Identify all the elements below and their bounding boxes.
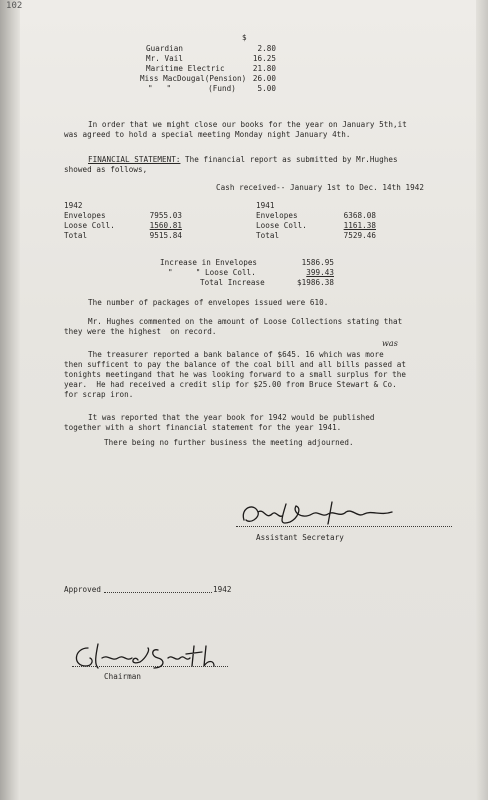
yearbook-line-2: together with a short financial statement for the year 1941.: [64, 423, 342, 432]
secretary-title: Assistant Secretary: [256, 533, 344, 542]
row-value: 1560.81: [149, 221, 182, 230]
increase-label: Total Increase: [200, 278, 265, 287]
row-label: Loose Coll.: [64, 221, 115, 230]
increase-value: $1986.38: [297, 278, 334, 287]
chairman-signature-image: [68, 640, 218, 674]
payment-name: " " (Fund): [148, 84, 236, 93]
row-value: 7529.46: [343, 231, 376, 240]
increase-label: Increase in Envelopes: [160, 258, 258, 267]
yearbook-line-1: It was reported that the year book for 1942 would be published: [88, 413, 375, 422]
treasurer-line: then sufficent to pay the balance of the coal bill and all bills passed at: [64, 360, 407, 369]
secretary-signature-line: [236, 526, 452, 527]
chairman-signature-line: [72, 666, 228, 667]
increase-value: 399.43: [306, 268, 334, 277]
close-books-line-2: was agreed to hold a special meeting Monday night January 4th.: [64, 130, 351, 139]
row-value: 1161.38: [343, 221, 376, 230]
row-value: 7955.03: [149, 211, 182, 220]
payment-name: Maritime Electric: [146, 64, 225, 73]
financial-statement-line-2: showed as follows,: [64, 165, 148, 174]
payment-name: Miss MacDougal(Pension): [140, 74, 247, 83]
year-1941-label: 1941: [256, 201, 275, 210]
row-label: Total: [64, 231, 88, 240]
row-label: Total: [256, 231, 280, 240]
page-right-edge: [476, 0, 488, 800]
row-label: Envelopes: [64, 211, 106, 220]
treasurer-line: tonights meetingand that he was looking forward to a small surplus for the: [64, 370, 407, 379]
handwritten-correction: was: [382, 339, 398, 348]
chairman-title: Chairman: [104, 672, 141, 681]
treasurer-line: year. He had received a credit slip for $25.00 from Bruce Stewart & Co.: [64, 380, 397, 389]
payment-name: Mr. Vail: [146, 54, 183, 63]
financial-statement-heading: FINANCIAL STATEMENT:: [88, 155, 181, 164]
increase-value: 1586.95: [301, 258, 334, 267]
payment-name: Guardian: [146, 44, 183, 53]
increase-label: " " Loose Coll.: [168, 268, 256, 277]
financial-statement-text: The financial report as submitted by Mr.Hughes: [180, 155, 398, 164]
payment-amount: 2.80: [257, 44, 276, 53]
row-label: Envelopes: [256, 211, 298, 220]
payment-amount: 26.00: [252, 74, 276, 83]
header-mark: $: [242, 33, 247, 42]
row-value: 9515.84: [149, 231, 182, 240]
adjournment-text: There being no further business the meeting adjourned.: [104, 438, 354, 447]
approved-date-line: [104, 592, 212, 593]
payment-amount: 5.00: [257, 84, 276, 93]
row-value: 6368.08: [343, 211, 376, 220]
financial-statement-line-1: [88, 155, 398, 164]
treasurer-line: The treasurer reported a bank balance of $645. 16 which was more: [88, 350, 384, 359]
treasurer-line: for scrap iron.: [64, 390, 134, 399]
close-books-line-1: In order that we might close our books for the year on January 5th,it: [88, 120, 407, 129]
envelope-packages-text: The number of packages of envelopes issued were 610.: [88, 298, 329, 307]
page-binding-edge: [0, 0, 23, 800]
cash-received-heading: Cash received-- January 1st to Dec. 14th 1942: [216, 183, 424, 192]
approved-label: Approved: [64, 585, 101, 594]
loose-collections-line-2: they were the highest on record.: [64, 327, 217, 336]
year-1942-label: 1942: [64, 201, 83, 210]
payment-amount: 16.25: [252, 54, 276, 63]
approved-year: 1942: [213, 585, 232, 594]
page-number: 102: [6, 1, 23, 11]
loose-collections-line-1: Mr. Hughes commented on the amount of Loose Collections stating that: [88, 317, 403, 326]
payment-amount: 21.80: [252, 64, 276, 73]
row-label: Loose Coll.: [256, 221, 307, 230]
